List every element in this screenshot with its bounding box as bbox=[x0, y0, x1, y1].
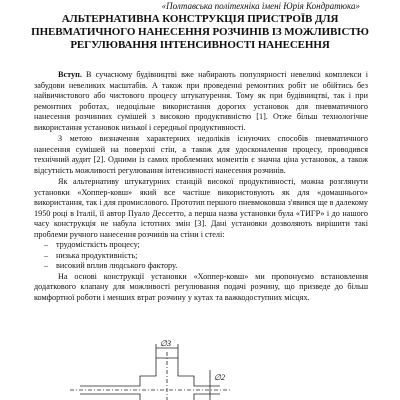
dimension-label-right: ∅2 bbox=[214, 373, 225, 382]
paper-title: АЛЬТЕРНАТИВНА КОНСТРУКЦІЯ ПРИСТРОЇВ ДЛЯ ПНЕВМАТИЧНОГО НАНЕСЕННЯ РОЗЧИНІВ ІЗ МОЖЛИВІСТЮ РЕГУЛЮВАННЯ ІНТЕНСИВНОСТІ НАНЕСЕННЯ bbox=[31, 13, 369, 51]
fitting-outline-lower bbox=[80, 394, 220, 400]
fitting-outline bbox=[80, 358, 220, 386]
intro-label: Вступ. bbox=[58, 70, 82, 79]
paragraph-intro bbox=[34, 70, 368, 133]
paragraph-intro-text: В сучасному будівництві вже набирають популярності невеликі комплекси і забудови невеликих масштабів. А також при проведенні ремонтних робіт не обійтись без найвичистового або чистового процесу штукатурення. Тому як при будівництві, так і при ремонтних роботах, недоцільне використання дорогих установок для пневматичного нанесення розчинних сумішей з високою продуктивністю [1]. Отже більш технологічне використання установок низької і середньої продуктивності. bbox=[34, 70, 369, 132]
running-header: «Полтавська політехніка імені Юрія Кондратюка» bbox=[161, 1, 360, 11]
problem-list bbox=[34, 240, 368, 272]
paragraph-4: На основі конструкції установки «Хоппер-ковш» ми пропонуємо встановлення додаткового клапану для можливості регулювання подачі розчину, що призведе до більш комфортної роботи і менших втрат розчину у кутах та важкодоступних місцях. bbox=[34, 271, 368, 302]
paragraph-2: З метою визначення характерних недоліків існуючих способів пневматичного нанесення сумішей на поверхні стін, а також для удосконалення процесу, проводився технічний аудит [2]. Одними із самих проблемних моментів є значна ціна установок, а також відсутність можливості регулювання інтенсивності нанесення розчинів. bbox=[34, 134, 368, 175]
list-item: – низька продуктивність; bbox=[34, 251, 368, 262]
list-item: – трудомісткість процесу; bbox=[34, 240, 368, 251]
paragraph-3: Як альтернативу штукатурних станцій високої продуктивності, можна розглянути установки «Хоппер-ковш» який все частіше використовують як для «домашнього» використання, так і для промислового. Прототип першого пневмоковша з'явився ще в далекому 1950 році в Італії, її автор Пуало Дессетто, а перша назва установки була «ТИГР» і до нашого часу конструкція не набула істотних змін [3]. Дані установки дозволяють вирішити такі проблеми ручного нанесення розчинів на стіни і стелі: bbox=[34, 177, 368, 239]
paper-body bbox=[34, 70, 368, 303]
technical-drawing bbox=[60, 340, 380, 400]
list-item: – високий вплив людського фактору. bbox=[34, 261, 368, 272]
dimension-label-top: ∅3 bbox=[160, 340, 171, 348]
